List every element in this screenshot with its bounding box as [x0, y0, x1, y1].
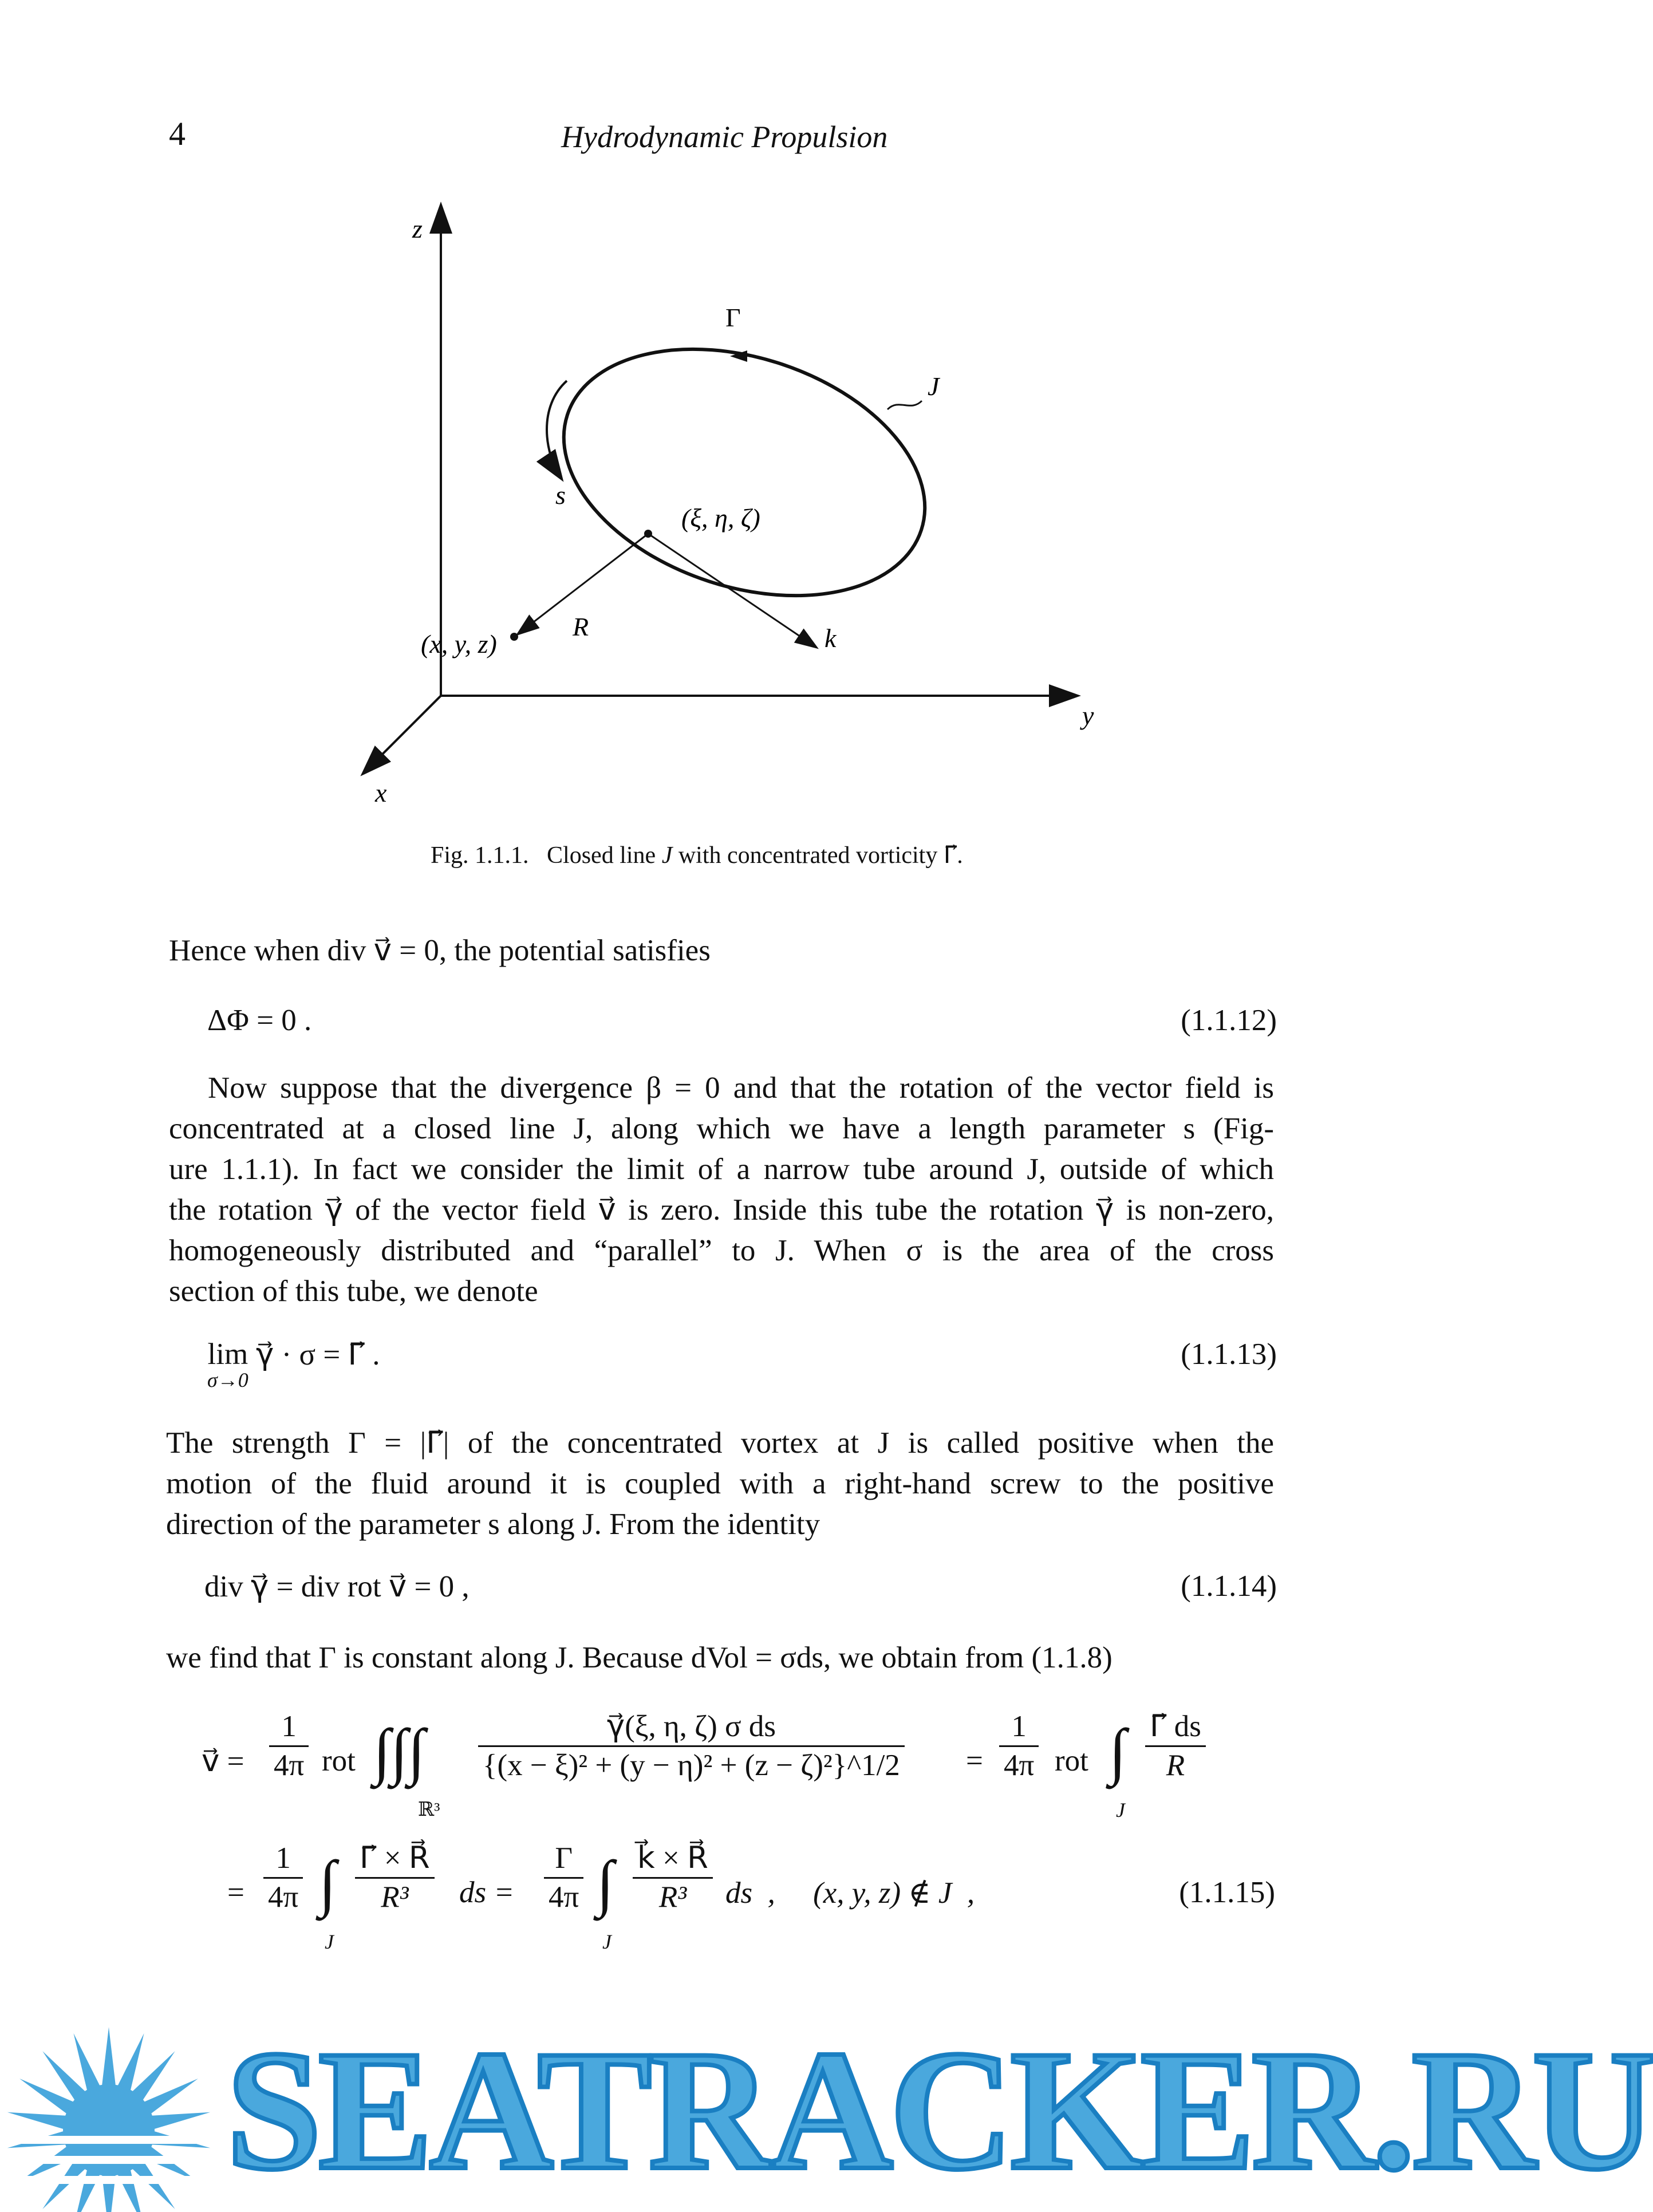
eq15-frac-5-num: 1	[263, 1841, 303, 1879]
s-label: s	[555, 480, 566, 510]
eq15-equals-1: =	[966, 1744, 983, 1777]
k-label: k	[824, 624, 837, 653]
equation-number-1-1-12: (1.1.12)	[1181, 1004, 1277, 1037]
sun-icon	[0, 2027, 218, 2212]
eq15-frac-6	[355, 1841, 435, 1915]
caption-gamma: Γ⃗	[943, 842, 957, 869]
equation-1-1-12: ΔΦ = 0 .	[207, 1004, 312, 1037]
eq15-frac-3-num: 1	[999, 1709, 1039, 1747]
j-pointer	[887, 401, 922, 409]
equation-1-1-13	[207, 1337, 380, 1392]
eq15-frac-5-den: 4π	[268, 1880, 299, 1914]
page-number: 4	[169, 115, 186, 152]
eq15-frac-6-num: Γ⃗ × R⃗	[355, 1841, 435, 1879]
caption-prefix: Fig. 1.1.1.	[431, 842, 529, 869]
eq15-frac-7-den: 4π	[549, 1880, 579, 1914]
caption-j: J	[661, 842, 673, 869]
paragraph-4: we find that Γ is constant along J. Because dVol = σds, we obtain from (1.1.8)	[166, 1641, 1112, 1674]
eq15-line2-equals: =	[227, 1876, 244, 1909]
p2-line-6: section of this tube, we denote	[169, 1275, 538, 1308]
eq15-frac-8-den: R³	[658, 1880, 687, 1914]
eq15-lhs: v⃗ =	[202, 1745, 244, 1778]
p2-line-3: ure 1.1.1). In fact we consider the limit of a narrow tube around J, outside of which	[169, 1153, 1274, 1186]
eq15-frac-8	[633, 1841, 713, 1915]
eq15-ds-1: ds =	[459, 1876, 515, 1909]
eq15-rot-1: rot	[322, 1744, 356, 1777]
eq15-frac-2	[478, 1709, 905, 1783]
eq15-triple-integral: ∫∫∫	[373, 1716, 425, 1786]
eq15-frac-3-den: 4π	[1004, 1748, 1035, 1782]
equation-number-1-1-13: (1.1.13)	[1181, 1338, 1277, 1371]
p3-line-3: direction of the parameter s along J. From the identity	[166, 1508, 820, 1541]
eq15-frac-7	[544, 1841, 583, 1915]
eq15-rot-2: rot	[1055, 1744, 1088, 1777]
paragraph-1: Hence when div v⃗ = 0, the potential satisfies	[169, 934, 711, 967]
eq15-integral-2: ∫	[319, 1848, 337, 1918]
point-xyz	[510, 633, 518, 641]
lim-subscript: σ→0	[207, 1369, 248, 1391]
eq15-tail: ds , (x, y, z) ∉ J ,	[725, 1876, 975, 1910]
caption-mid: with concentrated vorticity	[678, 842, 938, 869]
eq15-frac-6-den: R³	[381, 1880, 409, 1914]
z-label: z	[412, 214, 423, 243]
eq15-frac-4-den: R	[1166, 1748, 1185, 1782]
k-vector	[648, 534, 816, 647]
eq15-frac-3	[999, 1709, 1039, 1783]
p3-line-1: The strength Γ = |Γ⃗| of the concentrated vortex at J is called positive when the	[166, 1426, 1274, 1460]
caption-main: Closed line	[547, 842, 656, 869]
equation-1-1-15-line-1	[202, 1704, 1289, 1829]
r-label: R	[573, 612, 589, 641]
eq15-int-j-1: J	[1116, 1799, 1125, 1821]
x-axis	[364, 696, 441, 773]
p3-line-2: motion of the fluid around it is coupled with a right-hand screw to the positive	[166, 1467, 1274, 1500]
eq15-frac-1-num: 1	[269, 1709, 309, 1747]
eq15-frac-2-den: {(x − ξ)² + (y − η)² + (z − ζ)²}^1/2	[483, 1748, 900, 1782]
eq15-int-j-3: J	[602, 1930, 612, 1953]
gamma-label: Γ	[725, 303, 741, 332]
caption-end: .	[957, 842, 963, 869]
eq15-frac-2-num: γ⃗(ξ, η, ζ) σ ds	[478, 1709, 905, 1747]
p2-line-1: Now suppose that the divergence β = 0 and that the rotation of the vector field is	[208, 1071, 1274, 1105]
lim-expression: γ⃗ · σ = Γ⃗ .	[256, 1338, 380, 1371]
eq15-frac-1	[269, 1709, 309, 1783]
watermark-text: SEATRACKER.RU	[226, 2015, 1653, 2205]
lim-operator: lim	[207, 1338, 248, 1371]
p2-line-2: concentrated at a closed line J, along which we have a length parameter s (Fig-	[169, 1112, 1274, 1145]
eq15-integral-3: ∫	[597, 1848, 614, 1918]
eq15-int-j-2: J	[325, 1930, 334, 1953]
equation-number-1-1-15: (1.1.15)	[1179, 1876, 1275, 1909]
j-label: J	[928, 372, 940, 401]
figure-1-1-1	[321, 195, 1134, 813]
eq15-integral-1: ∫	[1109, 1716, 1127, 1786]
x-label: x	[375, 778, 387, 807]
eq15-frac-1-den: 4π	[274, 1748, 305, 1782]
eq15-frac-4	[1145, 1709, 1206, 1783]
equation-number-1-1-14: (1.1.14)	[1181, 1570, 1277, 1603]
paragraph-3	[166, 1423, 1274, 1545]
eq15-frac-7-num: Γ	[544, 1841, 583, 1879]
eq15-frac-8-num: k⃗ × R⃗	[633, 1841, 713, 1879]
figure-caption	[431, 841, 963, 869]
paragraph-2	[169, 1068, 1274, 1312]
y-label: y	[1082, 701, 1094, 730]
xi-eta-zeta-label: (ξ, η, ζ)	[681, 503, 760, 533]
equation-1-1-14: div γ⃗ = div rot v⃗ = 0 ,	[204, 1570, 470, 1603]
p2-line-4: the rotation γ⃗ of the vector field v⃗ is zero. Inside this tube the rotation γ⃗ is non-zero,	[169, 1193, 1274, 1227]
figure-diagram	[321, 195, 1134, 813]
p2-line-5: homogeneously distributed and “parallel” to J. When σ is the area of the cross	[169, 1234, 1274, 1267]
eq15-frac-5	[263, 1841, 303, 1915]
running-title: Hydrodynamic Propulsion	[561, 120, 888, 154]
equation-1-1-15-line-2	[202, 1832, 1289, 1964]
eq15-frac-4-num: Γ⃗ ds	[1145, 1709, 1206, 1747]
xyz-label: (x, y, z)	[421, 629, 497, 659]
eq15-r3: ℝ³	[418, 1799, 440, 1820]
